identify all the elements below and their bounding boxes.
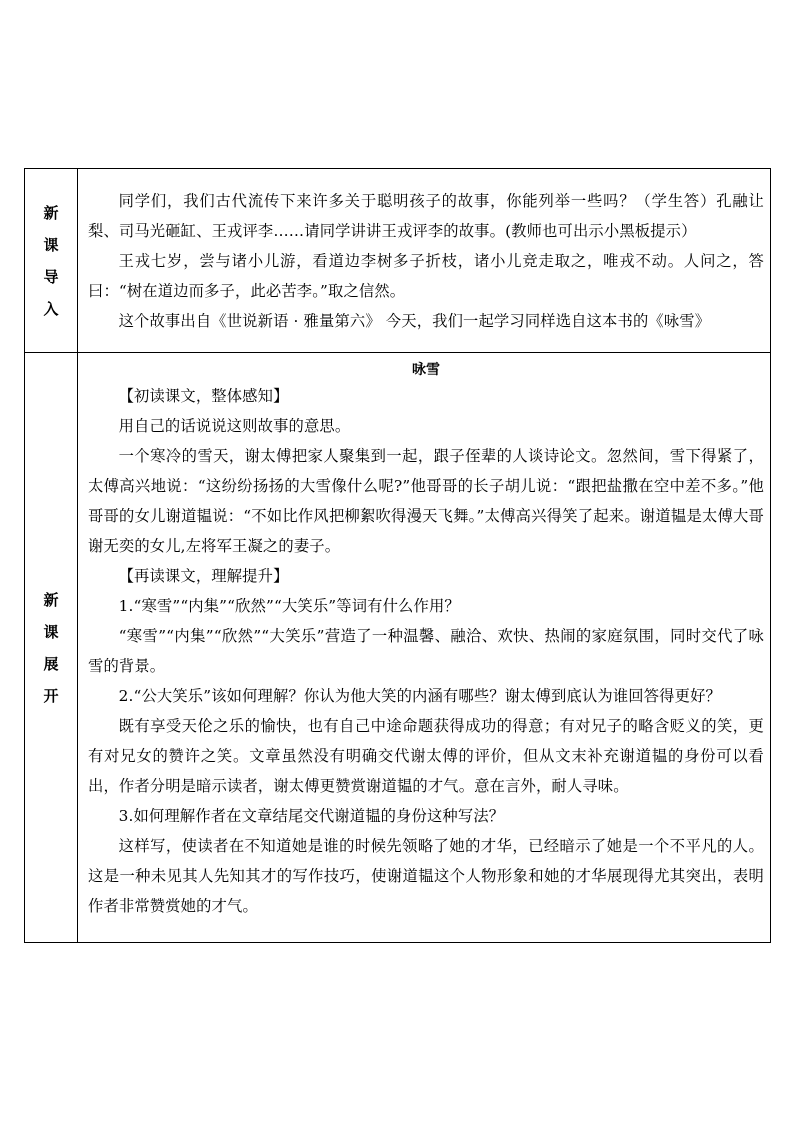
section-row-expand bbox=[25, 353, 771, 943]
paragraph: 一个寒冷的雪天，谢太傅把家人聚集到一起，跟子侄辈的人谈诗论文。忽然间，雪下得紧了，太傅高兴地说：“这纷纷扬扬的大雪像什么呢?”他哥哥的长子胡儿说：“跟把盐撒在空中差不多。”他哥哥的女儿谢道韫说：“不如比作风把柳絮吹得漫天飞舞。”太傅高兴得笑了起来。谢道韫是太傅大哥谢无奕的女儿,左将军王凝之的妻子。 bbox=[88, 447, 764, 555]
section-row-intro bbox=[25, 169, 771, 353]
paragraph: 王戎七岁，尝与诸小儿游，看道边李树多子折枝，诸小儿竞走取之，唯戎不动。人问之，答曰：“树在道边而多子，此必苦李。”取之信然。 bbox=[88, 251, 764, 300]
lesson-plan-table bbox=[24, 168, 771, 943]
label-char: 入 bbox=[43, 299, 59, 318]
section-label-expand bbox=[25, 353, 78, 943]
label-char: 开 bbox=[43, 686, 59, 705]
paragraph: 这样写，使读者在不知道她是谁的时候先领略了她的才华，已经暗示了她是一个不平凡的人。这是一种未见其人先知其才的写作技巧，使谢道韫这个人物形象和她的才华展现得尤其突出，表明作者非常赞赏她的才气。 bbox=[88, 837, 764, 915]
section-label-intro bbox=[25, 169, 78, 353]
label-char: 新 bbox=[43, 203, 59, 222]
paragraph: 这个故事出自《世说新语 · 雅量第六》 今天，我们一起学习同样选自这本书的《咏雪》 bbox=[118, 311, 711, 330]
label-char: 展 bbox=[43, 654, 59, 673]
label-char: 课 bbox=[43, 622, 59, 641]
paragraph: 1.“寒雪”“内集”“欣然”“大笑乐”等词有什么作用？ bbox=[118, 597, 460, 615]
paragraph: 用自己的话说说这则故事的意思。 bbox=[118, 417, 351, 435]
paragraph: 【再读课文，理解提升】 bbox=[118, 567, 289, 585]
label-char: 课 bbox=[43, 235, 59, 254]
paragraph: 3.如何理解作者在文章结尾交代谢道韫的身份这种写法？ bbox=[118, 807, 505, 825]
label-char: 新 bbox=[43, 590, 59, 609]
section-content-intro bbox=[78, 169, 771, 353]
lesson-title: 咏雪 bbox=[412, 362, 440, 378]
label-char: 导 bbox=[43, 267, 59, 286]
paragraph: 2.“公大笑乐”该如何理解？你认为他大笑的内涵有哪些？谢太傅到底认为谁回答得更好？ bbox=[118, 687, 721, 705]
paragraph: 既有享受天伦之乐的愉快，也有自己中途命题获得成功的得意；有对兄子的略含贬义的笑，更有对兄女的赞许之笑。文章虽然没有明确交代谢太傅的评价，但从文末补充谢道韫的身份可以看出，作者分明是暗示读者，谢太傅更赞赏谢道韫的才气。意在言外，耐人寻味。 bbox=[88, 717, 764, 795]
paragraph: “寒雪”“内集”“欣然”“大笑乐”营造了一种温馨、融洽、欢快、热闹的家庭氛围，同时交代了咏雪的背景。 bbox=[88, 627, 764, 675]
paragraph: 【初读课文，整体感知】 bbox=[118, 387, 289, 405]
paragraph: 同学们，我们古代流传下来许多关于聪明孩子的故事，你能列举一些吗？（学生答）孔融让梨、司马光砸缸、王戎评李……请同学讲讲王戎评李的故事。(教师也可出示小黑板提示） bbox=[88, 191, 764, 240]
section-content-expand bbox=[78, 353, 771, 943]
